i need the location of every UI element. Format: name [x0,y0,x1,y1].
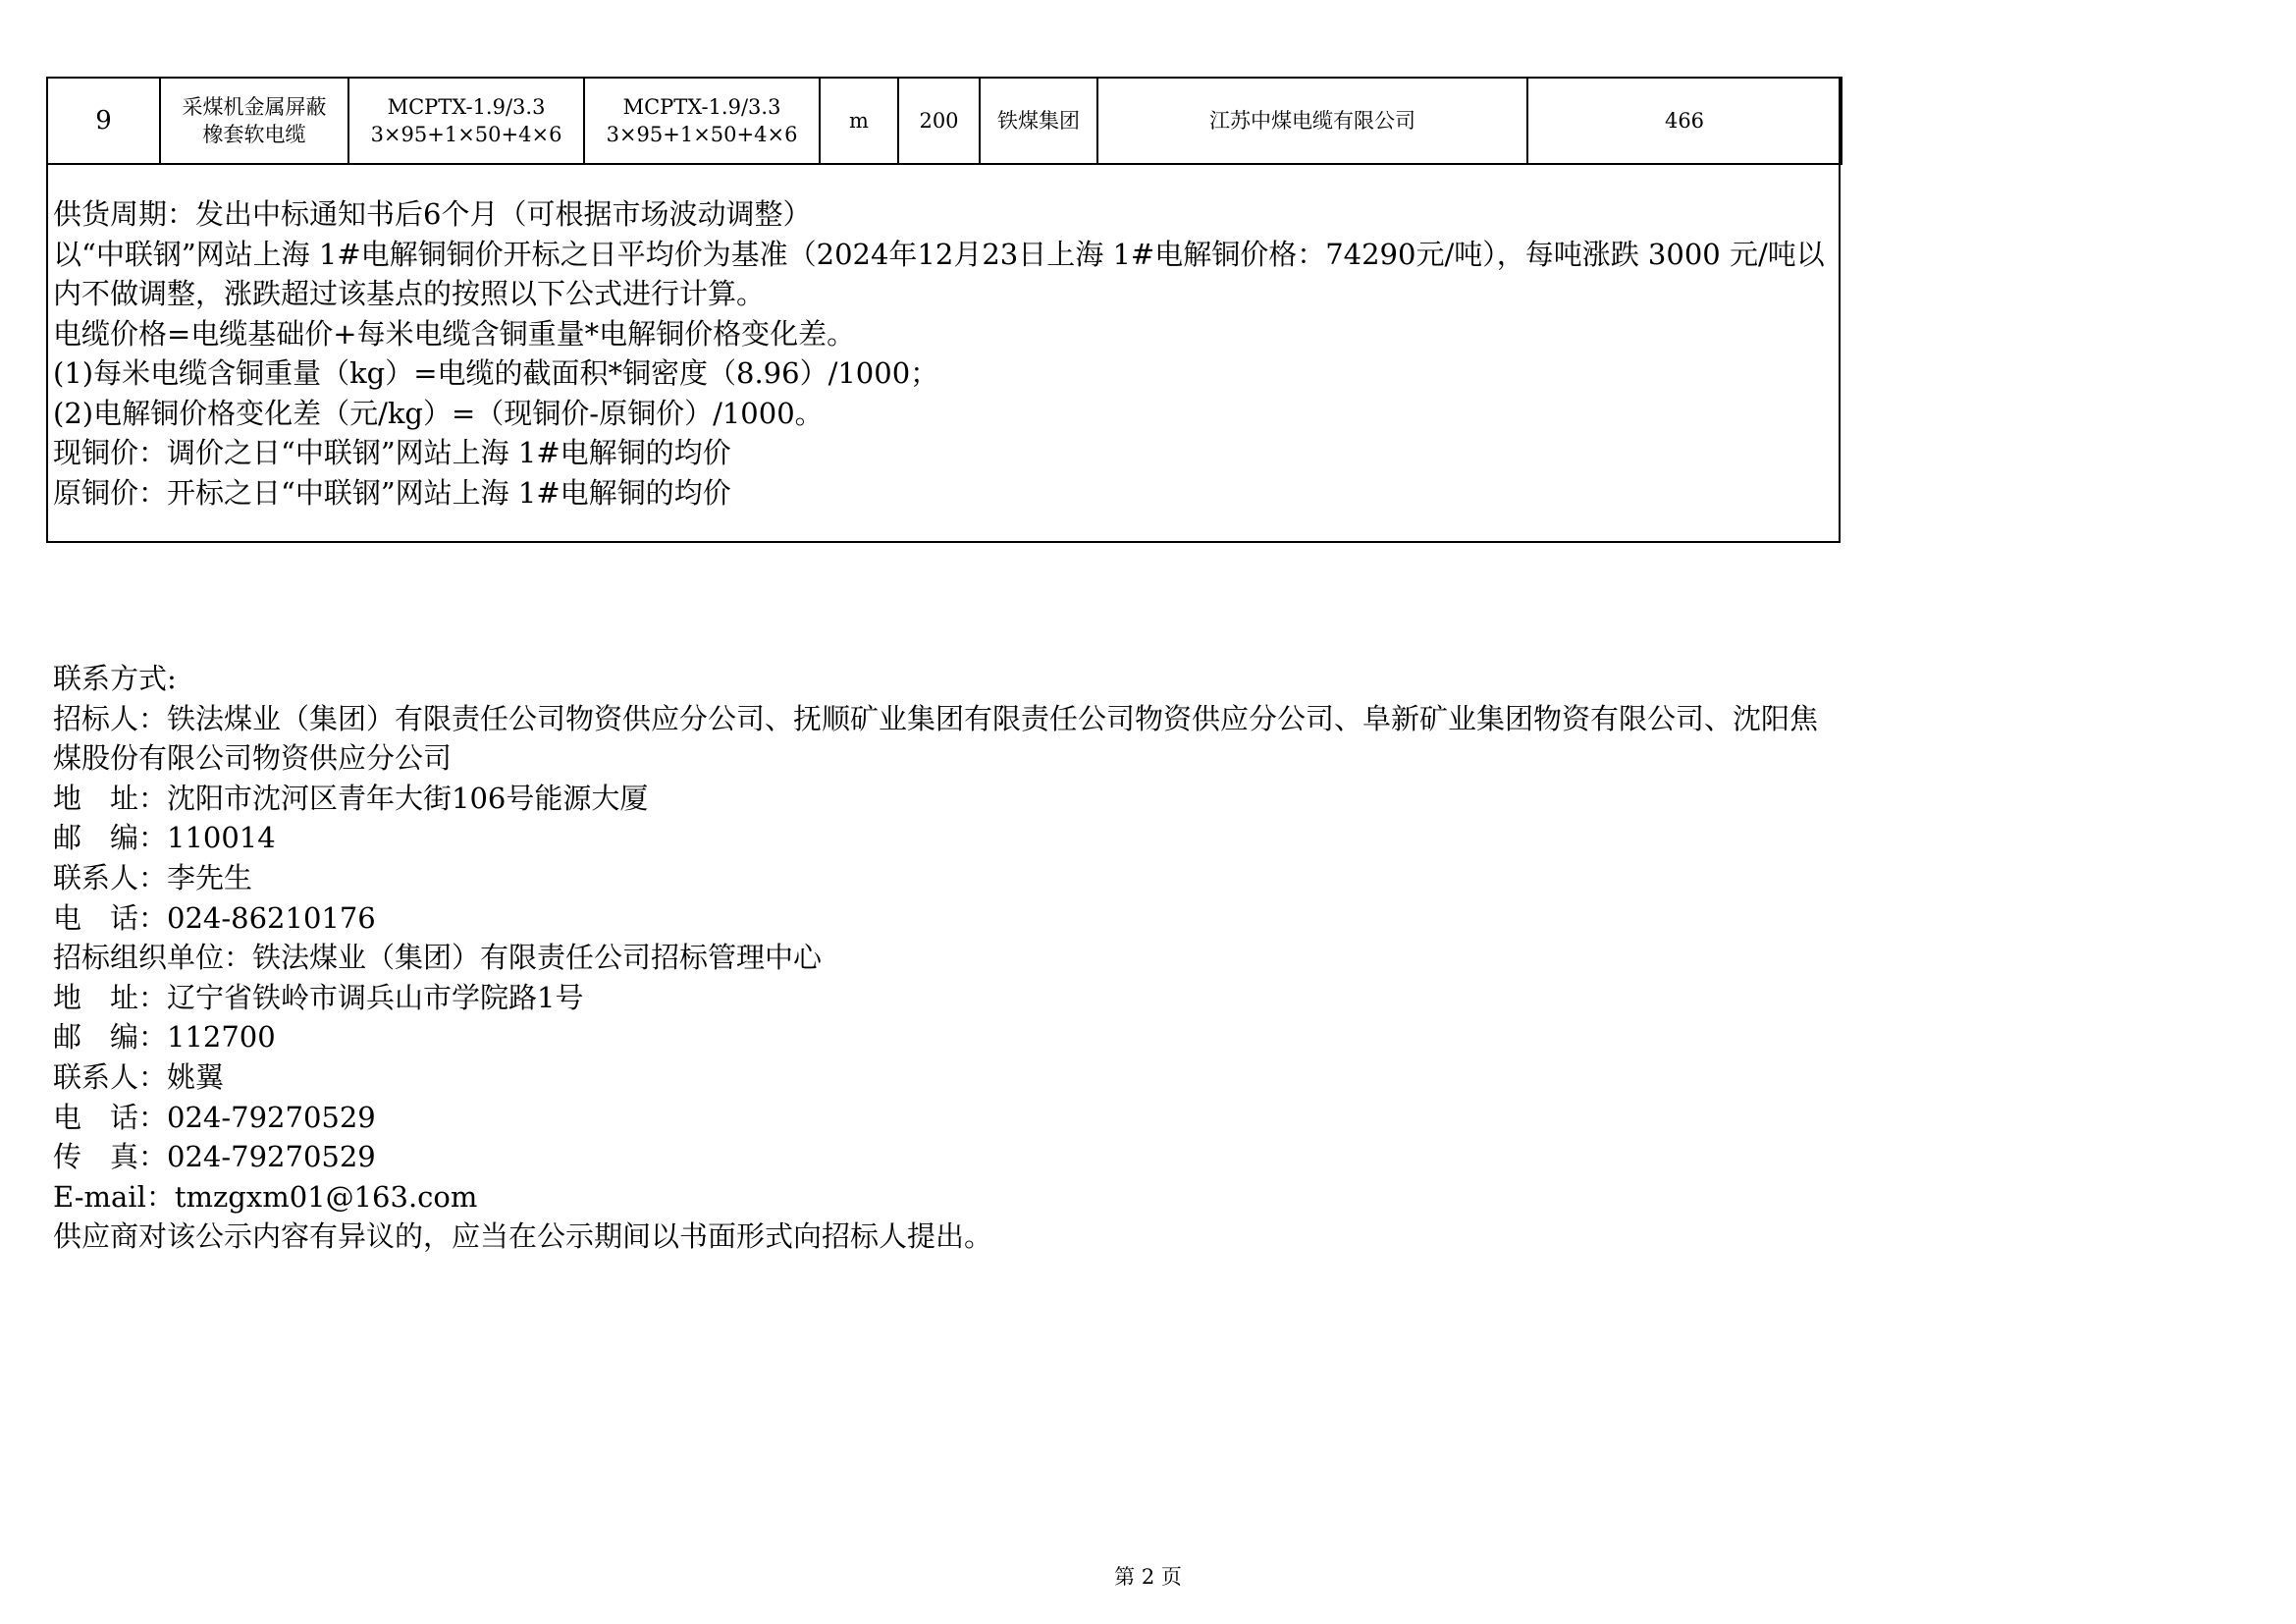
agency-fax: 传 真：024-79270529 [53,1140,376,1174]
note-copper-weight-formula: (1)每米电缆含铜重量（kg）=电缆的截面积*铜密度（8.96）/1000； [53,356,939,390]
bid-spec-line1: MCPTX-1.9/3.3 [622,95,781,119]
tenderer-postcode: 邮 编：110014 [53,821,276,855]
row-number: 9 [47,78,160,164]
tenderer-line: 招标人：铁法煤业（集团）有限责任公司物资供应分公司、抚顺矿业集团有限责任公司物资供应分公司、阜新矿业集团物资有限公司、沈阳焦煤股份有限公司物资供应分公司 [53,701,1819,776]
agency-contact-person: 联系人：姚翼 [53,1059,225,1094]
bid-spec-line2: 3×95+1×50+4×6 [606,123,798,146]
agency-phone: 电 话：024-79270529 [53,1100,376,1134]
agency-postcode: 邮 编：112700 [53,1020,276,1055]
objection-notice: 供应商对该公示内容有异议的，应当在公示期间以书面形式向招标人提出。 [53,1219,993,1254]
product-name-line1: 采煤机金属屏蔽 [182,95,327,119]
spec-cell [348,78,584,164]
quantity-cell: 200 [898,78,980,164]
note-cable-price-formula: 电缆价格=电缆基础价+每米电缆含铜重量*电解铜价格变化差。 [53,316,856,351]
note-original-copper-price: 原铜价：开标之日“中联钢”网站上海 1#电解铜的均价 [53,475,731,510]
spec-line2: 3×95+1×50+4×6 [370,123,562,146]
unit-cell: m [820,78,898,164]
product-name-cell [160,78,348,164]
tenderer-address: 地 址：沈阳市沈河区青年大街106号能源大厦 [53,781,649,815]
note-current-copper-price: 现铜价：调价之日“中联钢”网站上海 1#电解铜的均价 [53,436,731,469]
buyer-cell: 铁煤集团 [980,78,1097,164]
bid-spec-cell [584,78,820,164]
agency-address: 地 址：辽宁省铁岭市调兵山市学院路1号 [53,980,584,1014]
contact-section [53,659,1840,1257]
price-adjustment-notes [53,194,1835,513]
agency-line: 招标组织单位：铁法煤业（集团）有限责任公司招标管理中心 [53,941,823,975]
supplier-cell: 江苏中煤电缆有限公司 [1097,78,1527,164]
award-table [46,77,1842,165]
tenderer-phone: 电 话：024-86210176 [53,900,376,935]
table-row [47,78,1842,164]
page-number: 第 2 页 [1114,1565,1182,1589]
note-delivery-period: 供货周期：发出中标通知书后6个月（可根据市场波动调整） [53,197,812,231]
spec-line1: MCPTX-1.9/3.3 [387,95,546,119]
agency-email: E-mail：tmzgxm01@163.com [53,1179,478,1214]
contact-heading: 联系方式: [53,662,177,695]
product-name-line2: 橡套软电缆 [202,123,306,146]
note-copper-baseline: 以“中联钢”网站上海 1#电解铜铜价开标之日平均价为基准（2024年12月23日上海 1#电解铜价格：74290元/吨），每吨涨跌 3000 元/吨以内不做调整，涨跌超过该基点的按照以下公式进行计算。 [53,237,1825,310]
note-price-difference-formula: (2)电解铜价格变化差（元/kg）=（现铜价-原铜价）/1000。 [53,396,824,430]
price-cell: 466 [1527,78,1842,164]
tenderer-contact-person: 联系人：李先生 [53,860,253,894]
